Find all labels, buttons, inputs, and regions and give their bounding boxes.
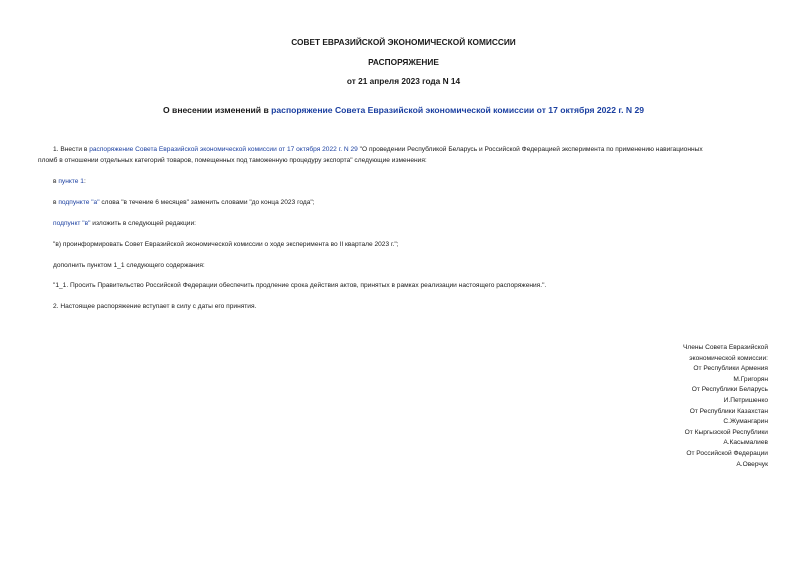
signature-line: Члены Совета Евразийской	[682, 344, 768, 351]
signature-line: А.Оверчук	[736, 460, 768, 468]
signature-line: экономической комиссии:	[689, 354, 768, 362]
p1-rest: "О проведении Республикой Беларусь и Российской Федерацией эксперимента по применению навигационных	[357, 146, 703, 153]
signature-line: От Кыргызской Республики	[684, 428, 768, 436]
p3-link[interactable]: подпункте "а"	[58, 199, 100, 206]
document-date-number: от 21 апреля 2023 года N 14	[346, 76, 461, 86]
p4-link[interactable]: подпункт "в"	[53, 220, 91, 227]
paragraph-8: 2. Настоящее распоряжение вступает в силу с даты его принятия.	[53, 303, 257, 310]
signature-line: От Республики Казахстан	[689, 407, 768, 415]
subject-prefix: О внесении изменений в	[162, 105, 272, 115]
p2-prefix: в	[53, 178, 59, 185]
paragraph-1-line-1	[53, 145, 703, 155]
signature-block	[683, 343, 768, 470]
paragraph-3	[53, 198, 315, 208]
signature-line: С.Жумангарин	[723, 418, 768, 426]
signature-line: А.Касымалиев	[723, 439, 768, 447]
paragraph-4	[53, 219, 196, 229]
p2-suffix: :	[83, 178, 86, 185]
document-subject	[0, 105, 807, 115]
signature-line: От Российской Федерации	[686, 449, 768, 457]
paragraph-2	[53, 177, 86, 187]
p3-prefix: в	[53, 199, 59, 206]
signature-line: М.Григорян	[733, 375, 768, 383]
paragraph-5: "в) проинформировать Совет Евразийской экономической комиссии о ходе эксперимента во II квартале 2023 г.";	[53, 241, 399, 248]
subject-link[interactable]: распоряжение Совета Евразийской экономической комиссии от 17 октября 2022 г. N 29	[271, 105, 645, 115]
signature-line: И.Петришенко	[723, 396, 768, 404]
paragraph-6: дополнить пунктом 1_1 следующего содержания:	[53, 262, 205, 269]
council-title: СОВЕТ ЕВРАЗИЙСКОЙ ЭКОНОМИЧЕСКОЙ КОМИССИИ	[291, 37, 516, 47]
paragraph-1-line-2: пломб в отношении отдельных категорий товаров, помещенных под таможенную процедуру экспорта" следующие изменения:	[38, 157, 427, 164]
p3-suffix: слова "в течение 6 месяцев" заменить словами "до конца 2023 года";	[99, 199, 315, 206]
p4-suffix: изложить в следующей редакции:	[90, 220, 197, 227]
p2-link[interactable]: пункте 1	[58, 178, 84, 185]
document-type: РАСПОРЯЖЕНИЕ	[368, 57, 439, 67]
p1-link[interactable]: распоряжение Совета Евразийской экономической комиссии от 17 октября 2022 г. N 29	[89, 146, 358, 153]
signature-line: От Республики Беларусь	[691, 386, 768, 394]
paragraph-7: "1_1. Просить Правительство Российской Федерации обеспечить продление срока действия актов, принятых в рамках реализации настоящего распоряжения.".	[53, 282, 547, 289]
signature-line: От Республики Армения	[693, 365, 768, 373]
p1-prefix: 1. Внести в	[53, 146, 90, 153]
